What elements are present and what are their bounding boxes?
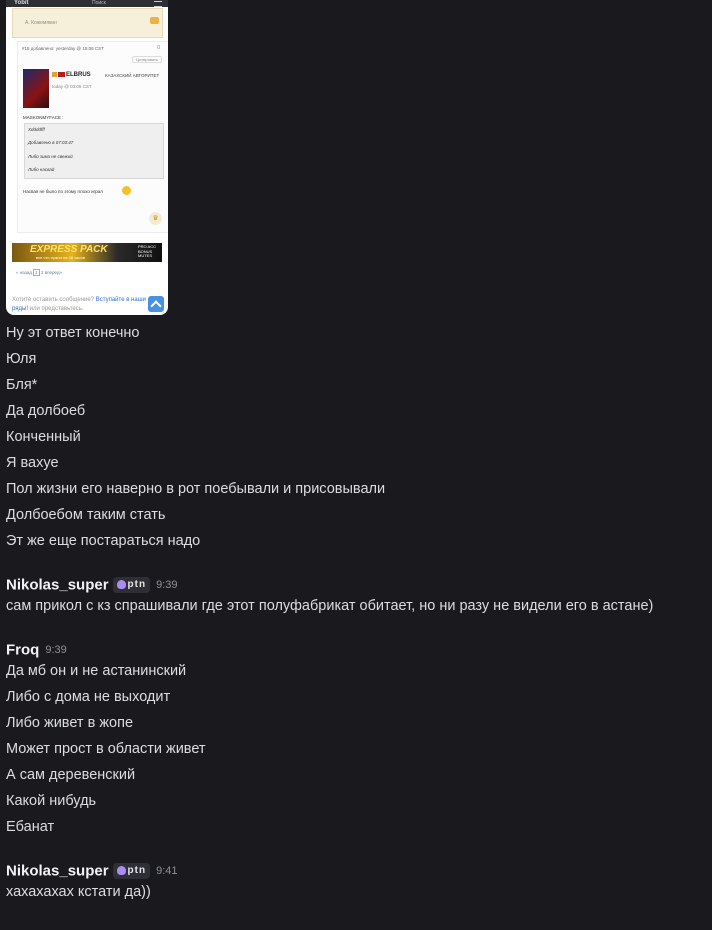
message-header	[6, 862, 178, 880]
avatar	[23, 69, 49, 108]
message-line: Да мб он и не астанинский	[6, 663, 187, 679]
quote-block	[24, 123, 164, 179]
message-line: хахахахах кстати да))	[6, 884, 151, 900]
message-line: Эт же еще постараться надо	[6, 533, 201, 549]
pager-next: вперед»	[44, 270, 63, 275]
post-username	[52, 72, 91, 78]
username-text: ELBRUS	[66, 72, 91, 79]
like-icon	[150, 17, 159, 24]
quote-line: Либо зима не свежий	[28, 154, 73, 159]
message-line: А сам деревенский	[6, 767, 136, 783]
message-line: Долбоебом таким стать	[6, 507, 166, 523]
tag-icon	[117, 866, 126, 875]
message-line: Может прост в области живет	[6, 741, 206, 757]
message-line: Я вахуе	[6, 455, 59, 471]
previous-post-note: А. Кожемякин	[25, 20, 57, 26]
message-line: Да долбоеб	[6, 403, 86, 419]
pager-page-2: 2	[40, 270, 44, 275]
forum-footer	[12, 296, 152, 314]
message-line: Конченный	[6, 429, 81, 445]
message-line: Бля*	[6, 377, 38, 393]
message-line: Ебанат	[6, 819, 55, 835]
user-rank: КАЗАХСКИЙ АВТОРИТЕТ	[105, 73, 160, 78]
author-name[interactable]: Nikolas_super	[6, 576, 109, 594]
flag-icon	[58, 72, 65, 77]
post-time: today @ 03:05 CST	[52, 84, 92, 89]
forum-topbar	[6, 0, 168, 7]
post-likes: 0	[157, 45, 160, 51]
footer-text: Хотите оставить сообщение?	[12, 297, 95, 303]
laughing-emoji-icon	[122, 186, 131, 195]
server-tag-text: ptn	[127, 578, 147, 590]
message-timestamp: 9:39	[156, 578, 178, 591]
ad-banner	[12, 243, 162, 262]
previous-post-box	[12, 8, 163, 38]
crown-icon: ♛	[149, 212, 162, 225]
quote-line: Xddddfff	[28, 127, 45, 132]
author-name[interactable]: Nikolas_super	[6, 862, 109, 880]
forum-post	[17, 41, 168, 233]
menu-icon	[154, 1, 162, 7]
pager-page-1: 1	[35, 270, 38, 275]
quote-author: MASKONMYFACE :	[23, 115, 64, 120]
footer-join-link: Вступайте в наши ряды!	[12, 297, 146, 312]
badge-icon	[52, 72, 57, 77]
scroll-up-icon	[148, 296, 164, 312]
search-label: Поиск	[92, 0, 106, 6]
tag-icon	[117, 580, 126, 589]
message-line: сам прикол с кз спрашивали где этот полуфабрикат обитает, но ни разу не видели его в астане)	[6, 598, 654, 614]
message-header	[6, 576, 178, 594]
pager-prev: « назад	[16, 270, 32, 275]
server-tag[interactable]	[113, 863, 151, 879]
post-text: Насвая не было по этому плохо играл	[23, 189, 103, 194]
banner-subtitle: все что нужно на 48 часов	[36, 255, 85, 260]
message-line: Какой нибудь	[6, 793, 97, 809]
pagination	[16, 270, 62, 275]
message-timestamp: 9:41	[156, 864, 178, 877]
quote-line: Либо насвай	[28, 167, 55, 172]
quote-line: Добавлено в 07:03:47	[28, 140, 74, 145]
author-name[interactable]: Froq	[6, 641, 40, 659]
footer-or: или представьтесь.	[29, 306, 84, 312]
post-meta: #15 добавлено: yesterday @ 15:06 CST	[22, 46, 104, 51]
message-header	[6, 641, 67, 659]
message-line: Ну эт ответ конечно	[6, 325, 140, 341]
attached-screenshot[interactable]	[6, 0, 168, 315]
banner-right: PRO ACC BONUS MUTES	[138, 244, 157, 258]
quote-button: Цитировать	[132, 56, 162, 63]
message-line: Пол жизни его наверно в рот поебывали и присовывали	[6, 481, 386, 497]
message-line: Либо с дома не выходит	[6, 689, 171, 705]
server-tag-text: ptn	[127, 864, 147, 876]
forum-app-title: Yobit	[14, 0, 29, 6]
message-line: Юля	[6, 351, 37, 367]
banner-title: EXPRESS PACK	[30, 244, 108, 255]
message-timestamp: 9:39	[45, 643, 67, 656]
server-tag[interactable]	[113, 577, 151, 593]
message-line: Либо живет в жопе	[6, 715, 134, 731]
